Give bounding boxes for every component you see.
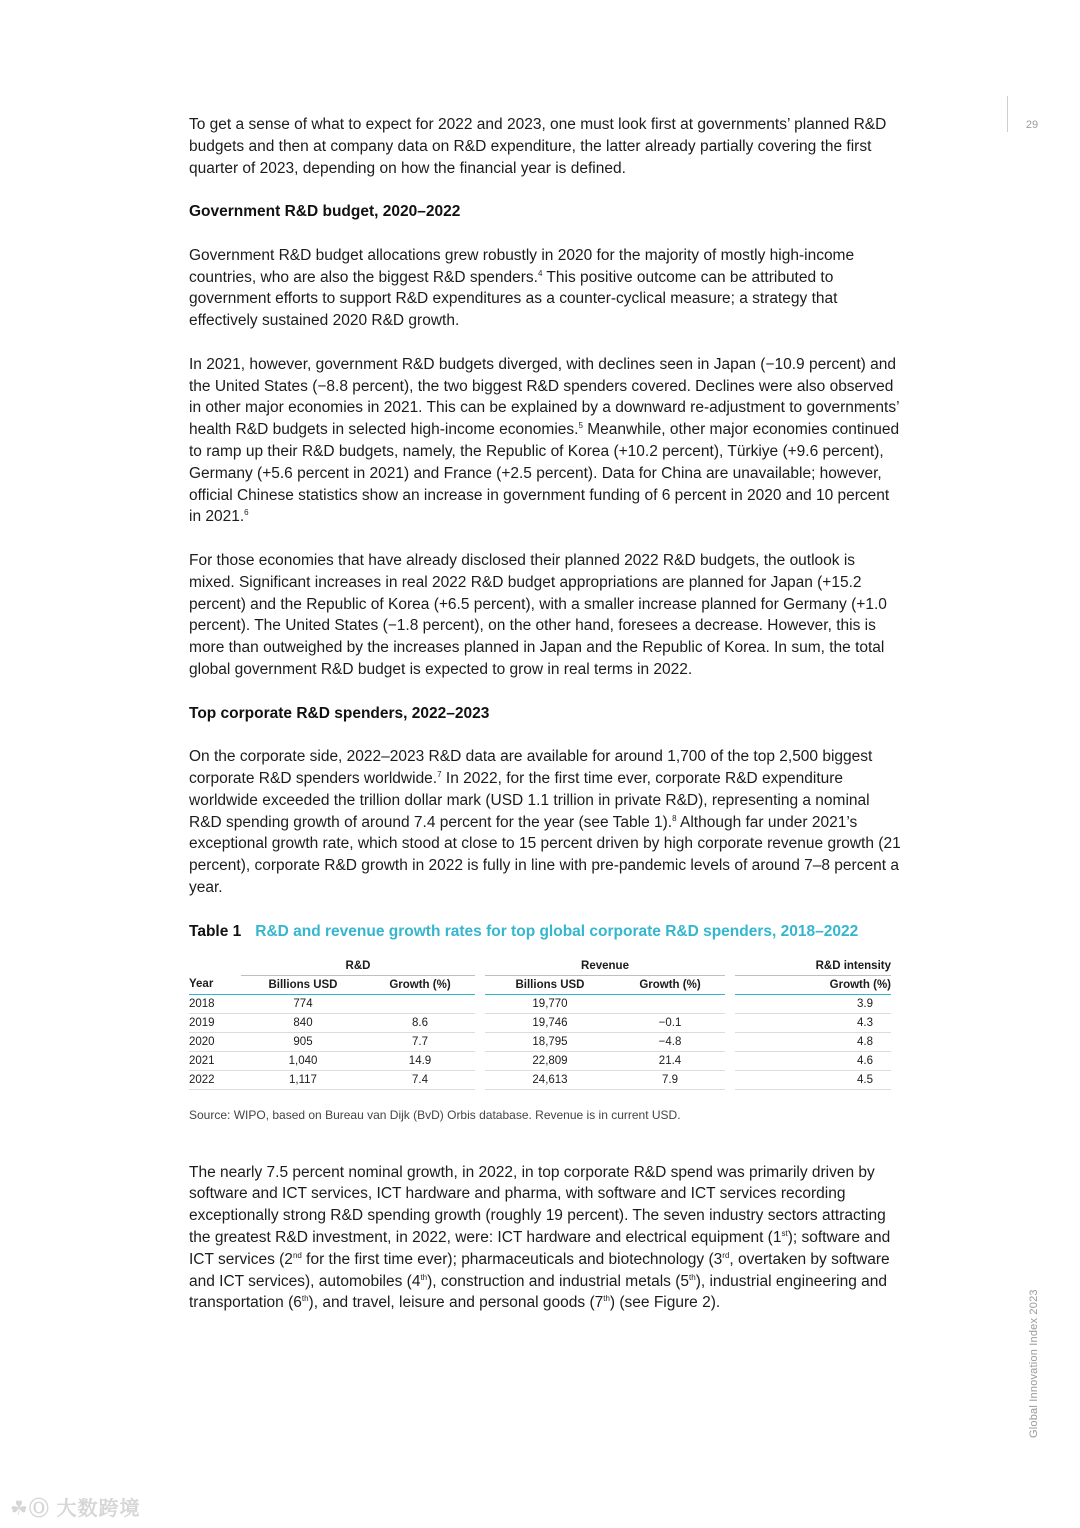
text-run: Meanwhile, other major economies continued to ramp up their R&D budgets, namely, the Republic of Korea (+10.2 percent), Türkiye (+9.6 percent), Germany (+5.6 percent in 2021) and France (+2.5 percent). Data for China are unavailable; however, official Chinese statistics show an increase in government funding of 6 percent in 2020 and 10 percent in 2021.	[189, 421, 900, 526]
table-column-gap	[725, 1051, 735, 1070]
section-heading-corporate-spenders: Top corporate R&D spenders, 2022–2023	[189, 704, 490, 722]
rd-growth-table	[189, 957, 891, 1090]
cell-revenue-usd: 19,746	[485, 1013, 615, 1032]
text-run: ) (see Figure 2).	[609, 1294, 721, 1312]
page-content	[189, 114, 901, 1314]
ordinal-suffix: th	[603, 1294, 610, 1304]
cell-rd-growth: 14.9	[365, 1051, 475, 1070]
cell-year: 2018	[189, 994, 241, 1013]
cell-rd-usd: 840	[241, 1013, 365, 1032]
column-header-year: Year	[189, 975, 241, 994]
table-column-gap	[725, 1070, 735, 1089]
cell-intensity: 3.9	[735, 994, 891, 1013]
table-column-gap	[475, 1051, 485, 1070]
ordinal-suffix: nd	[292, 1250, 302, 1260]
cell-rd-usd: 1,040	[241, 1051, 365, 1070]
column-header-revenue-growth: Growth (%)	[615, 975, 725, 994]
table-column-gap	[475, 975, 485, 994]
group-header-rd: R&D	[241, 957, 475, 976]
text-run: ); software and ICT services (2	[189, 1229, 891, 1268]
column-header-revenue-usd: Billions USD	[485, 975, 615, 994]
table-column-gap	[725, 975, 735, 994]
table-column-gap	[725, 1013, 735, 1032]
cell-rd-growth: 7.4	[365, 1070, 475, 1089]
intro-paragraph: To get a sense of what to expect for 2022 and 2023, one must look first at governments’ planned R&D budgets and then at company data on R&D expenditure, the latter already partially covering the first quarter of 2023, depending on how the financial year is defined.	[189, 116, 887, 177]
table-row	[189, 1051, 891, 1070]
corporate-paragraph	[189, 746, 901, 899]
cell-intensity: 4.6	[735, 1051, 891, 1070]
footnote-ref[interactable]: 6	[244, 508, 249, 518]
table-column-gap	[725, 994, 735, 1013]
footnote-ref[interactable]: 4	[537, 268, 543, 278]
text-run: The nearly 7.5 percent nominal growth, in 2022, in top corporate R&D spend was primarily driven by software and ICT services, ICT hardware and pharma, with software and ICT services recording exceptionally strong R&D spending growth (roughly 19 percent). The seven industry sectors attracting the greatest R&D investment, in 2022, were: ICT hardware and electrical equipment (1	[189, 1163, 886, 1247]
table-column-gap	[475, 1013, 485, 1032]
government-paragraph-2	[189, 354, 901, 528]
text-run: ), and travel, leisure and personal goods (7	[308, 1294, 604, 1312]
cell-revenue-usd: 24,613	[485, 1070, 615, 1089]
cell-revenue-growth: −4.8	[615, 1032, 725, 1051]
table-column-gap	[725, 1032, 735, 1051]
text-run: In 2021, however, government R&D budgets diverged, with declines seen in Japan (−10.9 percent) and the United States (−8.8 percent), the two biggest R&D spenders covered. Declines were also observed in other major economies in 2021. This can be explained by a downward re-adjustment to governments’ health R&D budgets in selected high-income economies.	[189, 355, 899, 439]
table-source-note: Source: WIPO, based on Bureau van Dijk (BvD) Orbis database. Revenue is in current USD.	[189, 1107, 681, 1122]
watermark-logo: ☘Ⓞ 大数跨境	[10, 1498, 141, 1520]
group-header-revenue: Revenue	[485, 957, 725, 976]
page-number: 29	[1025, 119, 1039, 131]
section-heading-government-budget: Government R&D budget, 2020–2022	[189, 203, 461, 221]
ordinal-suffix: st	[781, 1228, 788, 1238]
table-column-gap	[475, 1070, 485, 1089]
table-row	[189, 1070, 891, 1089]
ordinal-suffix: th	[689, 1272, 696, 1282]
ordinal-suffix: rd	[722, 1250, 730, 1260]
table-column-gap	[475, 957, 485, 976]
ordinal-suffix: th	[301, 1294, 309, 1304]
table-number: Table 1	[189, 922, 242, 940]
text-run: Government R&D budget allocations grew robustly in 2020 for the majority of mostly high-income countries, who are also the biggest R&D spenders.	[189, 246, 855, 286]
cell-year: 2021	[189, 1051, 241, 1070]
cell-revenue-growth: 7.9	[615, 1070, 725, 1089]
table-title: R&D and revenue growth rates for top global corporate R&D spenders, 2018–2022	[255, 922, 859, 940]
text-run: On the corporate side, 2022–2023 R&D data are available for around 1,700 of the top 2,500 biggest corporate R&D spenders worldwide.	[189, 748, 873, 787]
page-number-rule	[1007, 96, 1008, 132]
table-column-header-row	[189, 975, 891, 994]
cell-revenue-growth: −0.1	[615, 1013, 725, 1032]
text-run: In 2022, for the first time ever, corporate R&D expenditure worldwide exceeded the trillion dollar mark (USD 1.1 trillion in private R&D), representing a nominal R&D spending growth of around 7.4 percent for the year (see Table 1).	[189, 769, 870, 831]
cell-revenue-usd: 19,770	[485, 994, 615, 1013]
cell-rd-growth	[365, 994, 475, 1013]
table-column-gap	[475, 994, 485, 1013]
cell-year: 2022	[189, 1070, 241, 1089]
group-header-intensity: R&D intensity	[735, 957, 891, 976]
cell-revenue-growth	[615, 994, 725, 1013]
text-run: Although far under 2021’s exceptional growth rate, which stood at close to 15 percent driven by high corporate revenue growth (21 percent), corporate R&D growth in 2022 is fully in line with pre-pandemic levels of around 7–8 percent a year.	[189, 813, 901, 896]
table-group-header-row	[189, 957, 891, 976]
table-row	[189, 994, 891, 1013]
text-run: , overtaken by software and ICT services), automobiles (4	[189, 1250, 890, 1290]
running-side-title: Global Innovation Index 2023	[1028, 1289, 1040, 1438]
cell-rd-growth: 8.6	[365, 1013, 475, 1032]
cell-year: 2020	[189, 1032, 241, 1051]
cell-intensity: 4.3	[735, 1013, 891, 1032]
footnote-ref[interactable]: 5	[578, 421, 583, 430]
cell-rd-growth: 7.7	[365, 1032, 475, 1051]
government-paragraph-3: For those economies that have already disclosed their planned 2022 R&D budgets, the outlook is mixed. Significant increases in real 2022 R&D budget appropriations are planned for Japan (+15.2 percent) and the Republic of Korea (+6.5 percent), with a smaller increase planned for Germany (+1.0 percent). The United States (−1.8 percent), on the other hand, foresees a decrease. However, this is more than outweighed by the increases planned in Japan and the Republic of Korea. In sum, the total global government R&D budget is expected to grow in real terms in 2022.	[189, 551, 887, 678]
footnote-ref[interactable]: 7	[437, 769, 442, 779]
ordinal-suffix: th	[420, 1272, 428, 1282]
government-paragraph-1	[189, 245, 901, 332]
cell-intensity: 4.8	[735, 1032, 891, 1051]
cell-year: 2019	[189, 1013, 241, 1032]
table-row	[189, 1013, 891, 1032]
table-row	[189, 1032, 891, 1051]
cell-revenue-usd: 22,809	[485, 1051, 615, 1070]
text-run: ), industrial engineering and transportation (6	[189, 1272, 887, 1312]
table-year-spacer	[189, 957, 241, 976]
closing-paragraph	[189, 1162, 901, 1315]
table-column-gap	[725, 957, 735, 976]
column-header-rd-usd: Billions USD	[241, 975, 365, 994]
cell-rd-usd: 1,117	[241, 1070, 365, 1089]
table-column-gap	[475, 1032, 485, 1051]
column-header-intensity-growth: Growth (%)	[735, 975, 891, 994]
cell-intensity: 4.5	[735, 1070, 891, 1089]
table-caption	[189, 921, 901, 943]
footnote-ref[interactable]: 8	[672, 813, 677, 823]
text-run: This positive outcome can be attributed to government efforts to support R&D expenditures as a counter-cyclical measure; a strategy that effectively sustained 2020 R&D growth.	[189, 268, 838, 330]
cell-rd-usd: 905	[241, 1032, 365, 1051]
cell-revenue-usd: 18,795	[485, 1032, 615, 1051]
column-header-rd-growth: Growth (%)	[365, 975, 475, 994]
text-run: ), construction and industrial metals (5	[427, 1272, 690, 1290]
cell-rd-usd: 774	[241, 994, 365, 1013]
text-run: for the first time ever); pharmaceuticals and biotechnology (3	[301, 1250, 723, 1268]
cell-revenue-growth: 21.4	[615, 1051, 725, 1070]
